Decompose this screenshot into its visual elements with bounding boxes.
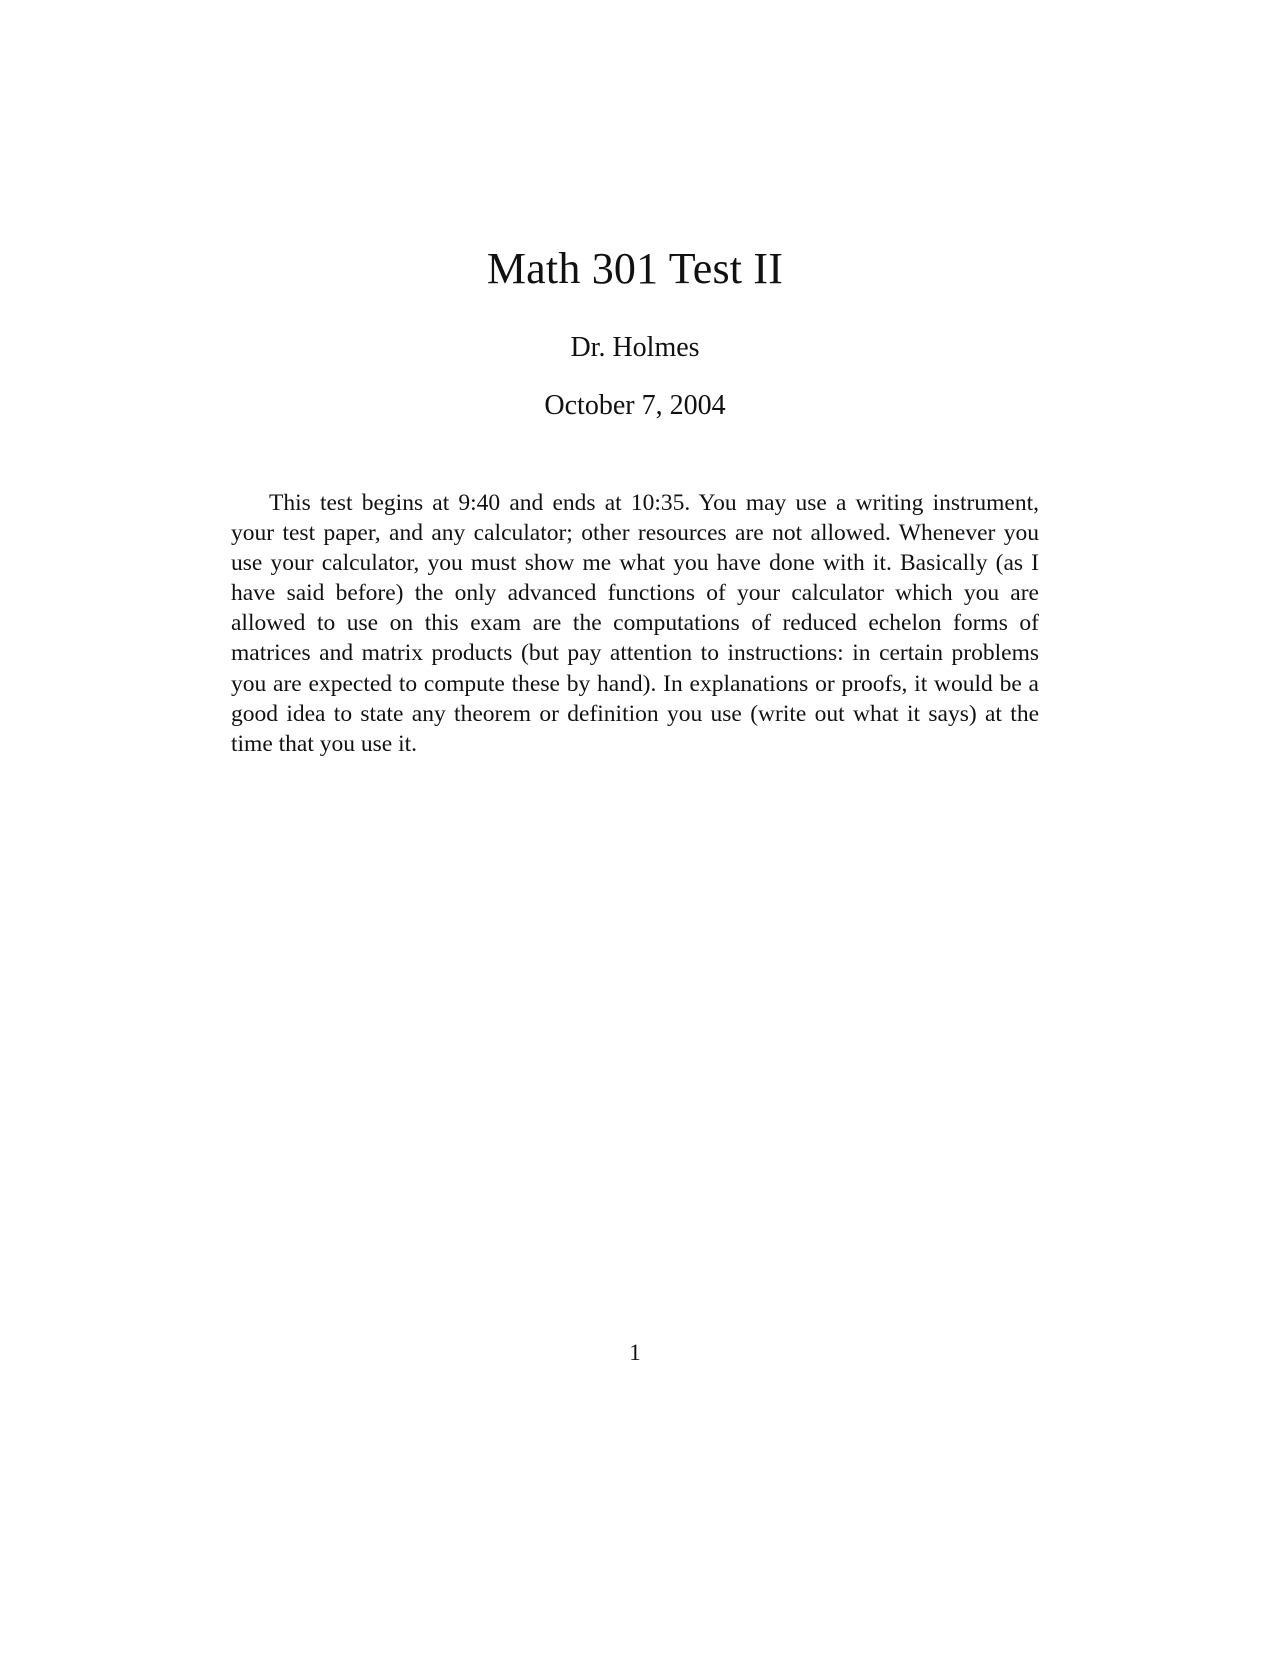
document-title: Math 301 Test II	[486, 244, 784, 293]
document-author: Dr. Holmes	[570, 332, 700, 363]
page-number: 1	[629, 1340, 641, 1365]
document-date: October 7, 2004	[544, 390, 726, 421]
test-instructions-paragraph: This test begins at 9:40 and ends at 10:35. You may use a writing instrument, your test paper, and any calculator; other resources are not allowed. Whenever you use your calculator, you must show me what you have done with it. Basically (as I have said before) the only advanced functions of your calculator which you are allowed to use on this exam are the computations of reduced echelon forms of matrices and matrix products (but pay attention to instructions: in certain problems you are expected to compute these by hand). In explanations or proofs, it would be a good idea to state any theorem or definition you use (write out what it says) at the time that you use it.	[231, 490, 1039, 757]
